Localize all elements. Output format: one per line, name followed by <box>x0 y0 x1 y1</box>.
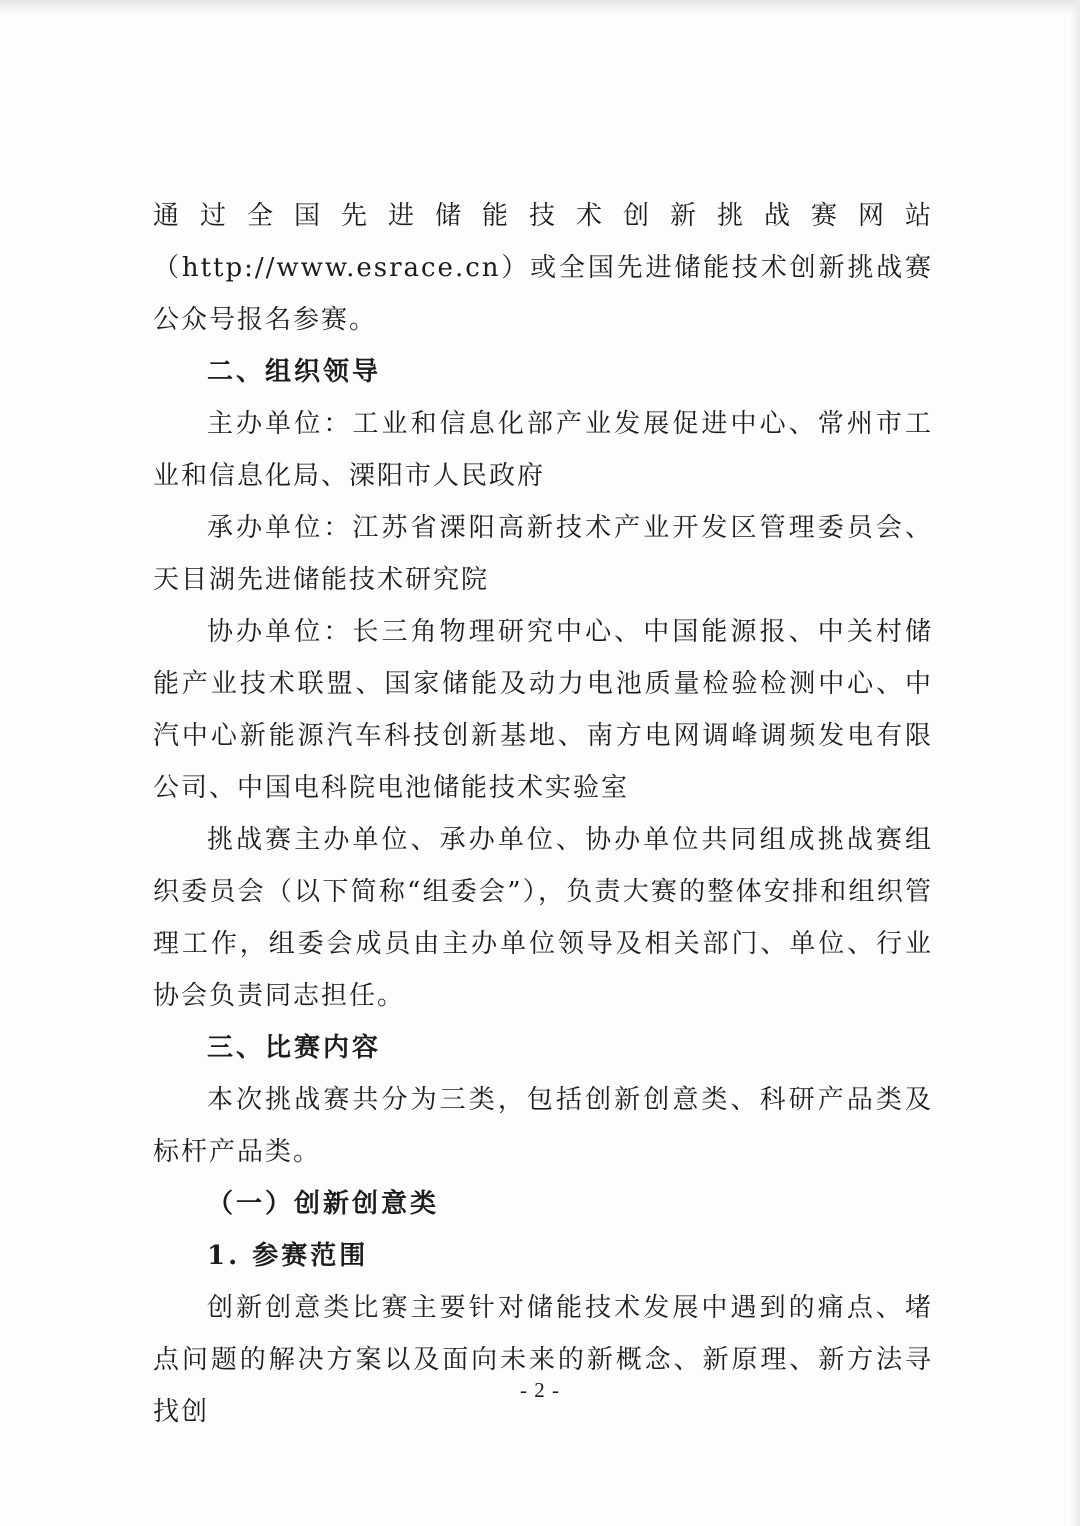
paragraph-categories: 本次挑战赛共分为三类，包括创新创意类、科研产品类及标杆产品类。 <box>153 1085 933 1167</box>
subsection-heading-innovation: （一）创新创意类 <box>207 1189 440 1219</box>
paragraph-registration: 通过全国先进储能技术创新挑战赛网站（http://www.esrace.cn）或全国先进储能技术创新挑战赛公众号报名参赛。 <box>153 201 933 335</box>
section-heading-competition-content: 三、比赛内容 <box>207 1033 382 1063</box>
scan-shadow-top <box>0 0 1080 14</box>
paragraph-organizer-units: 承办单位：江苏省溧阳高新技术产业开发区管理委员会、天目湖先进储能技术研究院 <box>153 513 933 595</box>
section-heading-organization: 二、组织领导 <box>207 357 382 387</box>
paragraph-committee: 挑战赛主办单位、承办单位、协办单位共同组成挑战赛组织委员会（以下简称“组委会”），负责大赛的整体安排和组织管理工作，组委会成员由主办单位领导及相关部门、单位、行业协会负责同志担任。 <box>153 825 933 1011</box>
subsection-heading-scope: 1. 参赛范围 <box>207 1241 369 1271</box>
page-number: - 2 - <box>520 1378 560 1402</box>
paragraph-co-organizer-units: 协办单位：长三角物理研究中心、中国能源报、中关村储能产业技术联盟、国家储能及动力电池质量检验检测中心、中汽中心新能源汽车科技创新基地、南方电网调峰调频发电有限公司、中国电科院电池储能技术实验室 <box>153 617 933 803</box>
scan-shadow-right <box>1070 0 1080 1526</box>
paragraph-scope: 创新创意类比赛主要针对储能技术发展中遇到的痛点、堵点问题的解决方案以及面向未来的新概念、新原理、新方法寻找创 <box>153 1293 933 1427</box>
document-body <box>153 190 933 1438</box>
paragraph-host-units: 主办单位：工业和信息化部产业发展促进中心、常州市工业和信息化局、溧阳市人民政府 <box>153 409 933 491</box>
